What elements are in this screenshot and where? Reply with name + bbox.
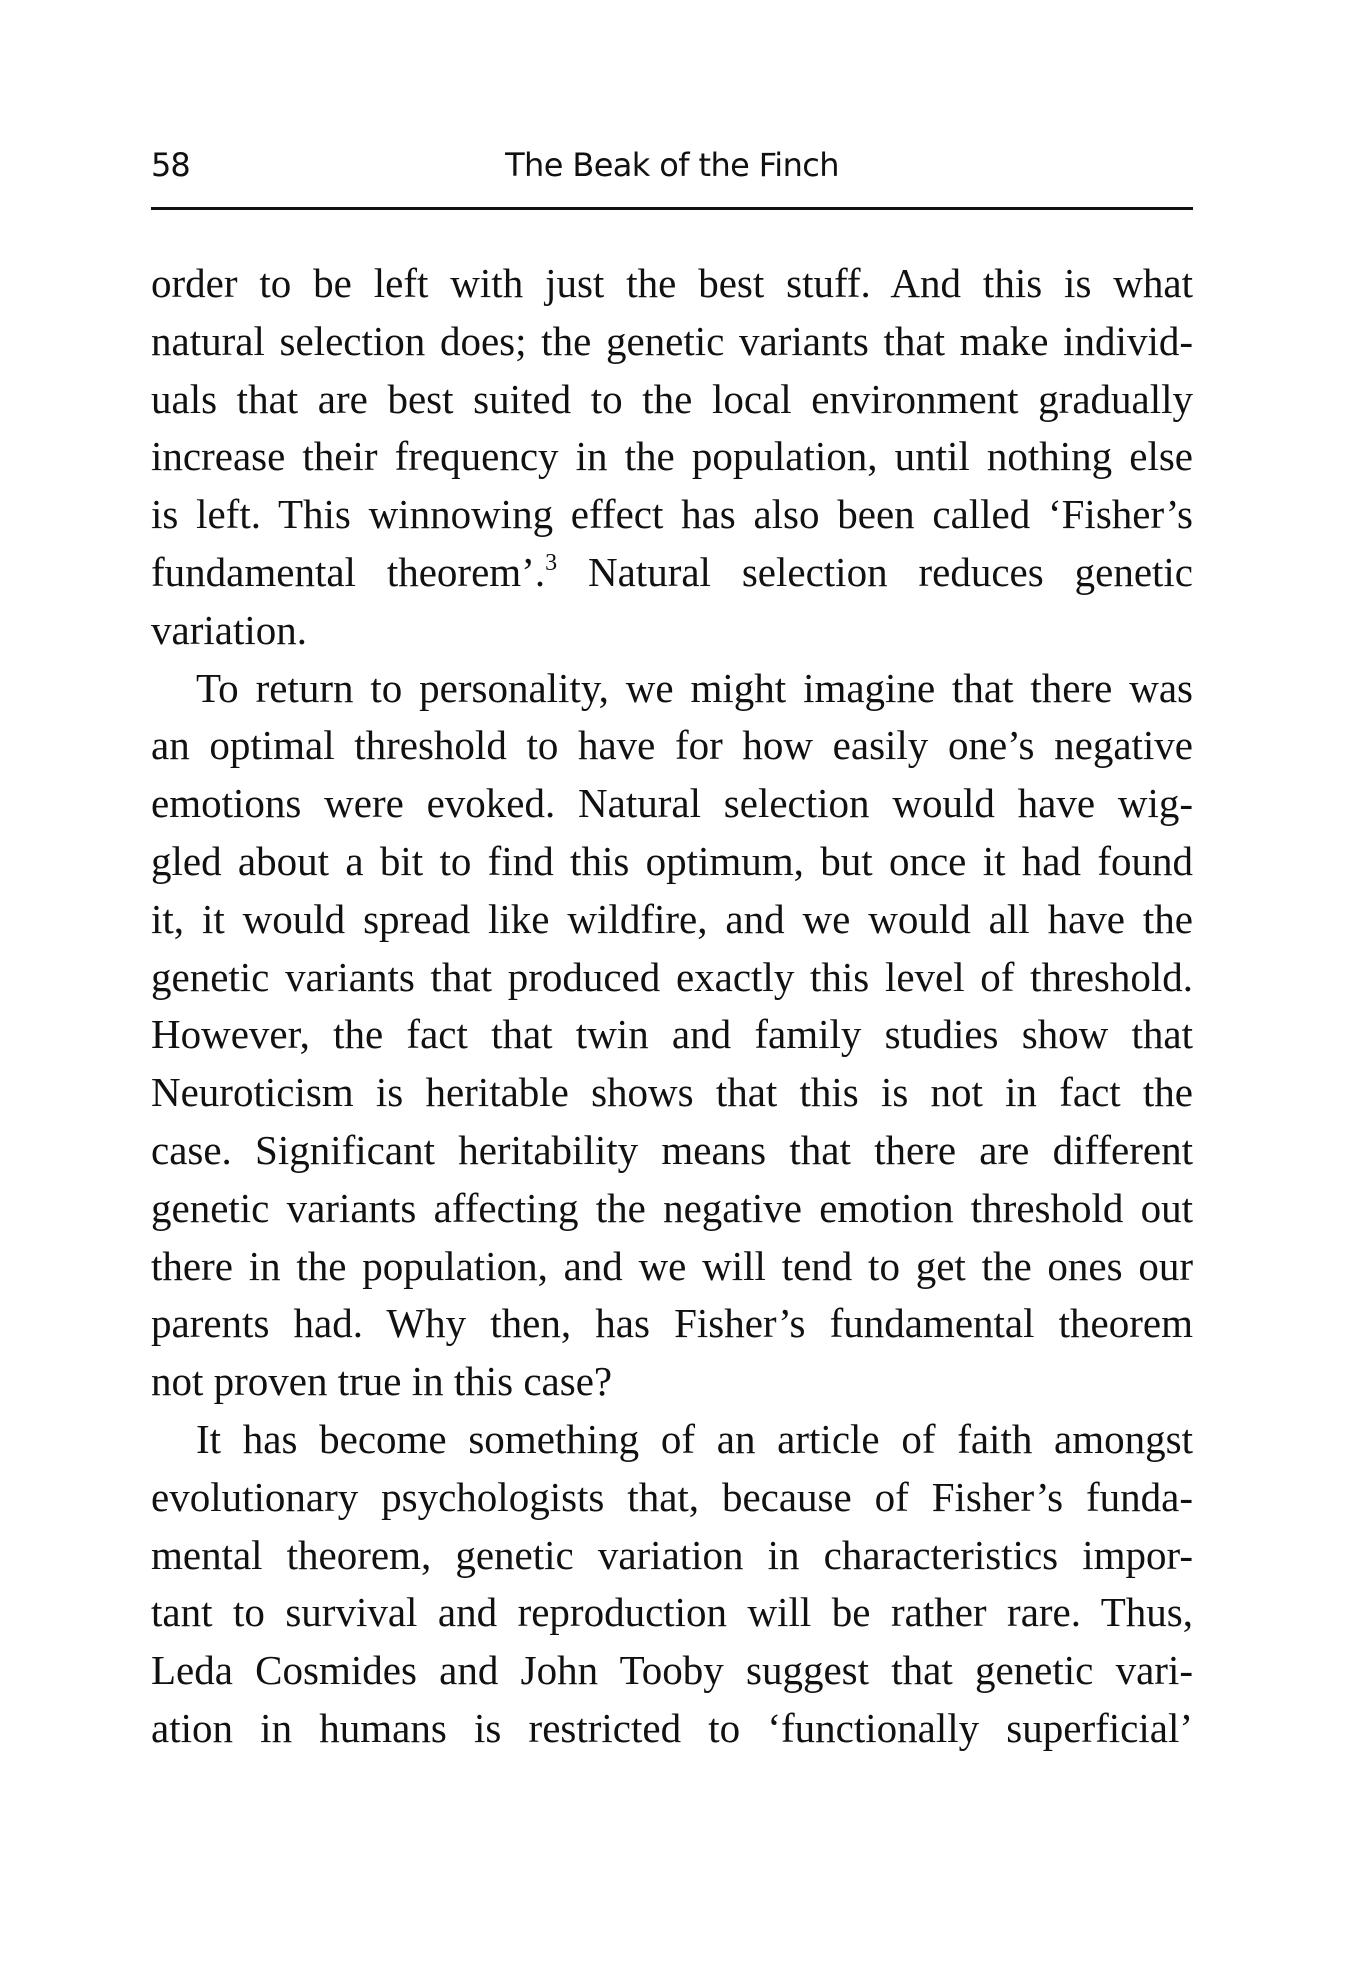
text-line: natural selection does; the genetic variants that make individ-: [151, 317, 1193, 364]
text-line: is left. This winnowing effect has also been called ‘Fisher’s: [151, 491, 1193, 538]
text-line: an optimal threshold to have for how easily one’s negative: [151, 722, 1193, 769]
text-line: not proven true in this case?: [151, 1358, 613, 1405]
text-segment: Natural selection reduces genetic: [557, 548, 1193, 595]
text-segment: fundamental theorem’.: [151, 548, 546, 595]
text-line: order to be left with just the best stuff. And this is what: [151, 260, 1193, 306]
text-line: tant to survival and reproduction will be rather rare. Thus,: [151, 1589, 1193, 1636]
paragraph-1: [151, 255, 1193, 660]
header-rule: [151, 207, 1193, 210]
text-line: genetic variants that produced exactly this level of threshold.: [151, 953, 1193, 1000]
body-text: [151, 255, 1193, 1758]
text-line: Neuroticism is heritable shows that this is not in fact the: [151, 1069, 1193, 1116]
running-title: The Beak of the Finch: [505, 146, 839, 184]
text-line: variation.: [151, 606, 307, 653]
text-line: To return to personality, we might imagine that there was: [196, 664, 1193, 711]
text-line: ation in humans is restricted to ‘functionally superficial’: [151, 1704, 1193, 1751]
text-line: mental theorem, genetic variation in characteristics impor-: [151, 1531, 1193, 1578]
text-line: genetic variants affecting the negative emotion threshold out: [151, 1184, 1193, 1231]
paragraph-2: [151, 660, 1193, 1411]
footnote-marker[interactable]: 3: [545, 549, 558, 576]
text-line: However, the fact that twin and family studies show that: [151, 1011, 1193, 1058]
text-line: Leda Cosmides and John Tooby suggest that genetic vari-: [151, 1647, 1193, 1694]
text-line: there in the population, and we will tend to get the ones our: [151, 1242, 1193, 1289]
text-line: uals that are best suited to the local environment gradually: [151, 375, 1193, 422]
text-line: case. Significant heritability means that there are different: [151, 1126, 1193, 1173]
text-line: it, it would spread like wildfire, and we would all have the: [151, 895, 1193, 942]
text-line: It has become something of an article of faith amongst: [196, 1415, 1193, 1462]
text-line: [151, 544, 1193, 602]
running-header: [151, 146, 1193, 194]
paragraph-3: [151, 1411, 1193, 1758]
text-line: evolutionary psychologists that, because of Fisher’s funda-: [151, 1473, 1193, 1520]
text-line: gled about a bit to find this optimum, but once it had found: [151, 837, 1193, 884]
text-line: increase their frequency in the population, until nothing else: [151, 433, 1193, 480]
text-line: parents had. Why then, has Fisher’s fundamental theorem: [151, 1300, 1193, 1347]
text-line: emotions were evoked. Natural selection would have wig-: [151, 780, 1193, 827]
page-number: 58: [151, 146, 190, 184]
